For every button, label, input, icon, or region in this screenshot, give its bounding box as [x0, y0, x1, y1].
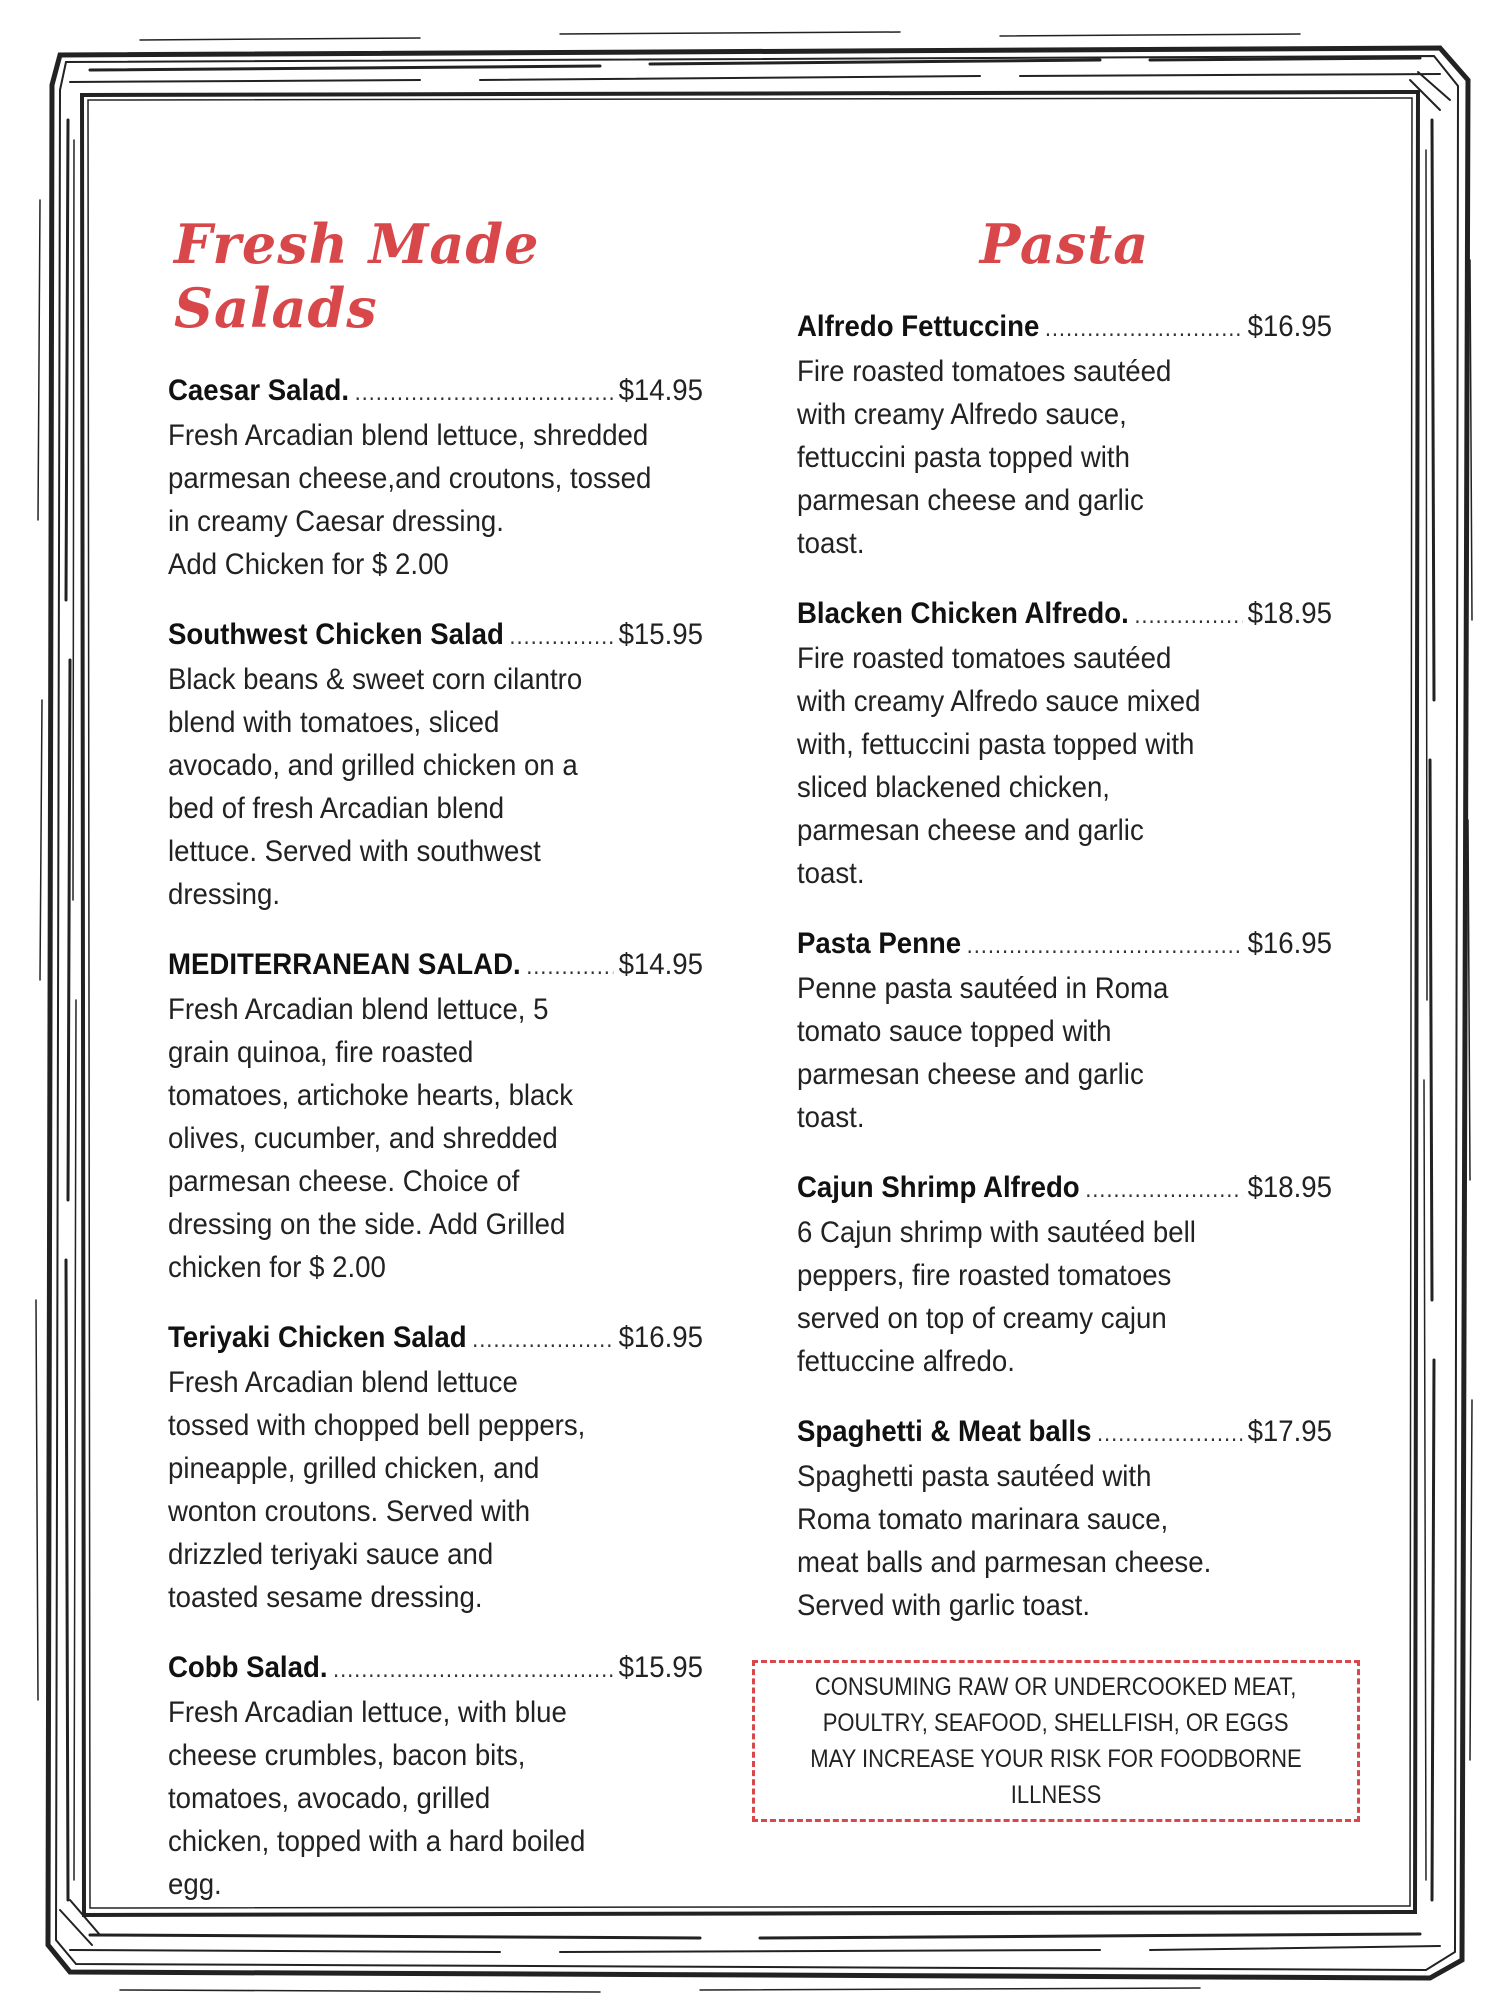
dot-leader [1085, 1169, 1242, 1211]
menu-item [168, 614, 703, 916]
menu-item-description-line: Add Chicken for $ 2.00 [168, 548, 449, 581]
menu-item-header [168, 944, 703, 988]
menu-item-description-line: tossed with chopped bell peppers, [168, 1409, 586, 1442]
menu-item-name: MEDITERRANEAN SALAD. [168, 948, 521, 981]
menu-item [797, 1167, 1332, 1383]
dot-leader [355, 372, 613, 414]
menu-item-header [797, 306, 1332, 350]
menu-item-description-line: grain quinoa, fire roasted [168, 1036, 474, 1069]
menu-item-name: Pasta Penne [797, 927, 962, 960]
menu-item-name: Teriyaki Chicken Salad [168, 1321, 467, 1354]
menu-item-description-line: tomatoes, artichoke hearts, black [168, 1079, 574, 1112]
menu-item-description-line: toast. [797, 527, 865, 560]
menu-item-description-line: with creamy Alfredo sauce mixed [797, 685, 1201, 718]
menu-item-description-line: Black beans & sweet corn cilantro [168, 663, 583, 696]
menu-item [168, 944, 703, 1289]
salads-list [168, 370, 703, 1906]
pasta-title: Pasta [979, 212, 1150, 276]
menu-item-description-line: toast. [797, 1101, 865, 1134]
menu-item-header [168, 1317, 703, 1361]
menu-item-price: $14.95 [618, 374, 704, 407]
menu-item-description-line: with creamy Alfredo sauce, [797, 398, 1127, 431]
menu-item-description-line: parmesan cheese and garlic [797, 814, 1144, 847]
menu-item-name: Caesar Salad. [168, 374, 350, 407]
menu-item-header [797, 1167, 1332, 1211]
menu-item-header [797, 1411, 1332, 1455]
salads-title: Fresh Made Salads [174, 212, 540, 340]
menu-item-name: Cajun Shrimp Alfredo [797, 1171, 1080, 1204]
menu-item-description-line: blend with tomatoes, sliced [168, 706, 500, 739]
menu-item-header [797, 923, 1332, 967]
menu-item-description-line: toasted sesame dressing. [168, 1581, 483, 1614]
menu-item-price: $18.95 [1247, 1171, 1333, 1204]
menu-item-description-line: lettuce. Served with southwest [168, 835, 541, 868]
food-safety-warning [752, 1660, 1360, 1822]
warning-line: POULTRY, SEAFOOD, SHELLFISH, OR EGGS [823, 1709, 1289, 1737]
warning-line: MAY INCREASE YOUR RISK FOR FOODBORNE ILLNESS [810, 1745, 1302, 1809]
menu-item-description-line: chicken for $ 2.00 [168, 1251, 386, 1284]
dot-leader [472, 1319, 613, 1361]
menu-item-description-line: toast. [797, 857, 865, 890]
menu-item-description-line: olives, cucumber, and shredded [168, 1122, 558, 1155]
menu-item-name: Alfredo Fettuccine [797, 310, 1040, 343]
menu-item-description-line: Penne pasta sautéed in Roma [797, 972, 1169, 1005]
menu-item-description-line: served on top of creamy cajun [797, 1302, 1167, 1335]
salads-column [168, 190, 703, 1934]
menu-item-description-line: pineapple, grilled chicken, and [168, 1452, 540, 1485]
menu-item-description-line: bed of fresh Arcadian blend [168, 792, 505, 825]
menu-item-description-line: Fresh Arcadian lettuce, with blue [168, 1696, 567, 1729]
menu-item-price: $17.95 [1247, 1415, 1333, 1448]
menu-item-description-line: Fire roasted tomatoes sautéed [797, 355, 1172, 388]
dot-leader [1097, 1413, 1242, 1455]
menu-item-description-line: tomato sauce topped with [797, 1015, 1112, 1048]
menu-item [168, 370, 703, 586]
dot-leader [526, 946, 613, 988]
menu-item-description-line: fettuccini pasta topped with [797, 441, 1130, 474]
menu-item-header [797, 593, 1332, 637]
menu-item-name: Blacken Chicken Alfredo. [797, 597, 1129, 630]
menu-item [797, 593, 1332, 895]
menu-item-name: Cobb Salad. [168, 1651, 328, 1684]
menu-item-description-line: wonton croutons. Served with [168, 1495, 531, 1528]
menu-item [797, 306, 1332, 565]
dot-leader [333, 1649, 613, 1691]
menu-item-description-line: with, fettuccini pasta topped with [797, 728, 1195, 761]
menu-item [797, 923, 1332, 1139]
menu-item-price: $15.95 [618, 618, 704, 651]
menu-item-description-line: fettuccine alfredo. [797, 1345, 1015, 1378]
menu-item-description-line: tomatoes, avocado, grilled [168, 1782, 491, 1815]
pasta-list [797, 306, 1332, 1627]
menu-item-header [168, 370, 703, 414]
menu-item-description-line: Spaghetti pasta sautéed with [797, 1460, 1152, 1493]
dot-leader [967, 925, 1242, 967]
menu-item-description-line: parmesan cheese,and croutons, tossed [168, 462, 652, 495]
menu-item-description-line: peppers, fire roasted tomatoes [797, 1259, 1172, 1292]
menu-item-description-line: Fresh Arcadian blend lettuce [168, 1366, 518, 1399]
menu-item-description-line: sliced blackened chicken, [797, 771, 1110, 804]
menu-item-name: Southwest Chicken Salad [168, 618, 504, 651]
dot-leader [1134, 595, 1242, 637]
menu-item-description-line: Fresh Arcadian blend lettuce, 5 [168, 993, 549, 1026]
menu-item [168, 1647, 703, 1906]
menu-item-description-line: parmesan cheese. Choice of [168, 1165, 520, 1198]
menu-item-price: $16.95 [1247, 310, 1333, 343]
menu-item-description-line: in creamy Caesar dressing. [168, 505, 504, 538]
menu-item-description-line: Fire roasted tomatoes sautéed [797, 642, 1172, 675]
menu-item-name: Spaghetti & Meat balls [797, 1415, 1092, 1448]
menu-item-price: $14.95 [618, 948, 704, 981]
menu-item-description-line: avocado, and grilled chicken on a [168, 749, 578, 782]
dot-leader [1045, 308, 1242, 350]
menu-item-description-line: Roma tomato marinara sauce, [797, 1503, 1169, 1536]
menu-item-header [168, 614, 703, 658]
menu-item-description-line: drizzled teriyaki sauce and [168, 1538, 494, 1571]
menu-item-description-line: dressing. [168, 878, 280, 911]
pasta-column [797, 190, 1332, 1655]
menu-item-description-line: meat balls and parmesan cheese. [797, 1546, 1212, 1579]
menu-item-price: $18.95 [1247, 597, 1333, 630]
menu-item-description-line: parmesan cheese and garlic [797, 1058, 1144, 1091]
menu-item-description-line: 6 Cajun shrimp with sautéed bell [797, 1216, 1196, 1249]
menu-item-description-line: cheese crumbles, bacon bits, [168, 1739, 526, 1772]
menu-item-price: $16.95 [618, 1321, 704, 1354]
menu-item-description-line: Served with garlic toast. [797, 1589, 1091, 1622]
menu-item-price: $16.95 [1247, 927, 1333, 960]
menu-item-price: $15.95 [618, 1651, 704, 1684]
menu-item [168, 1317, 703, 1619]
menu-item-description-line: egg. [168, 1868, 222, 1901]
warning-line: CONSUMING RAW OR UNDERCOOKED MEAT, [815, 1673, 1297, 1701]
menu-item [797, 1411, 1332, 1627]
menu-item-description-line: dressing on the side. Add Grilled [168, 1208, 566, 1241]
menu-item-header [168, 1647, 703, 1691]
dot-leader [509, 616, 613, 658]
menu-item-description-line: parmesan cheese and garlic [797, 484, 1144, 517]
menu-item-description-line: chicken, topped with a hard boiled [168, 1825, 586, 1858]
menu-item-description-line: Fresh Arcadian blend lettuce, shredded [168, 419, 649, 452]
